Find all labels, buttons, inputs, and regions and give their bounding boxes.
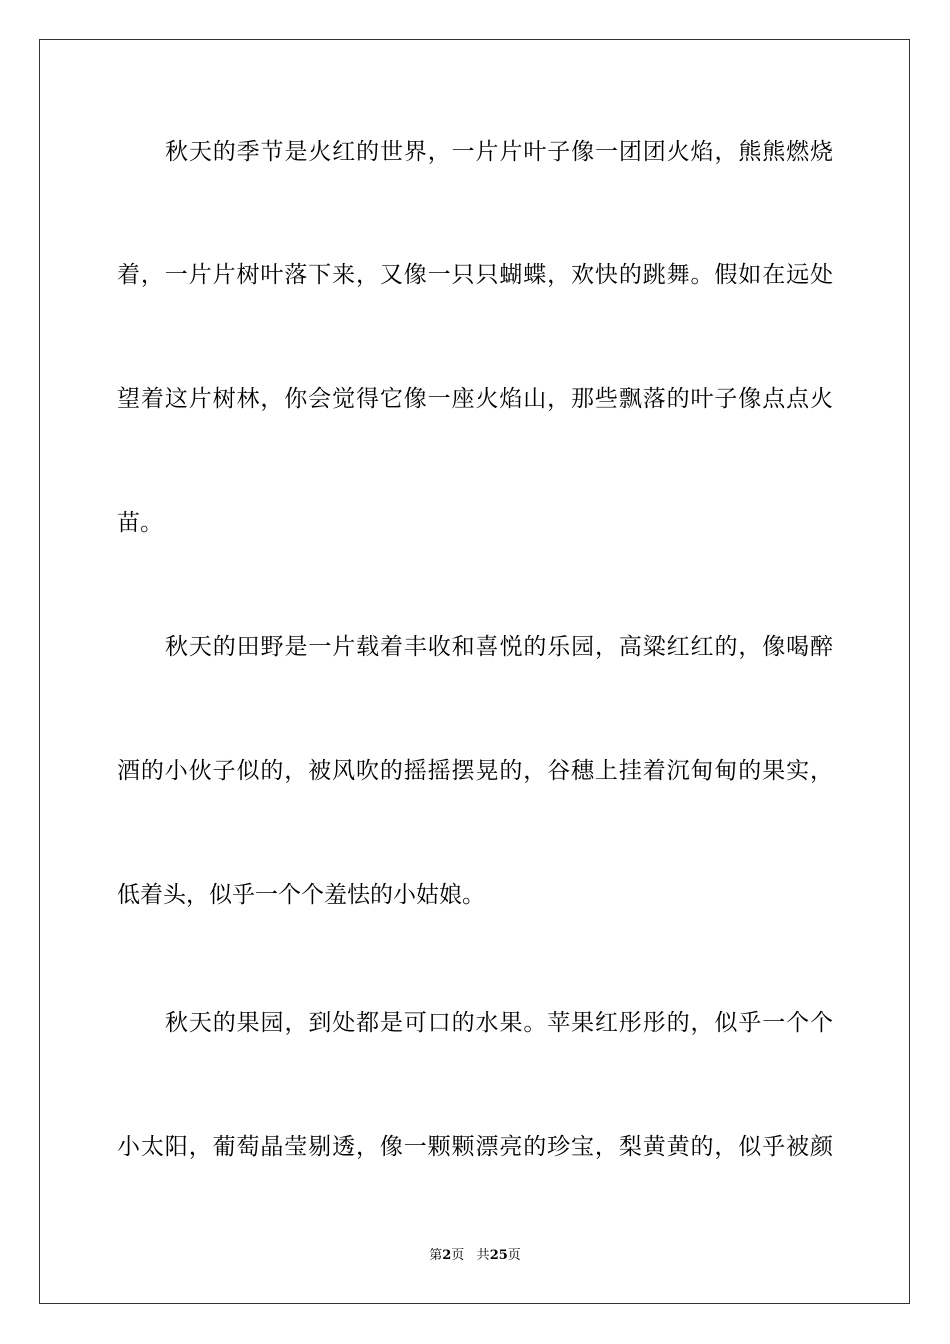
page-border — [39, 39, 910, 1304]
page-footer — [0, 1247, 950, 1265]
paragraph-2-line-3: 低着头，似乎一个个羞怯的小姑娘。 — [117, 882, 485, 908]
current-page-number: 2 — [442, 1248, 452, 1263]
paragraph-1-line-4: 苗。 — [117, 510, 163, 536]
paragraph-2-line-2: 酒的小伙子似的，被风吹的摇摇摆晃的，谷穗上挂着沉甸甸的果实， — [117, 758, 833, 784]
paragraph-1-line-3: 望着这片树林，你会觉得它像一座火焰山，那些飘落的叶子像点点火 — [117, 386, 833, 412]
footer-total-suffix: 页 — [507, 1248, 521, 1263]
footer-prefix: 第 — [429, 1248, 443, 1263]
paragraph-1-line-2: 着，一片片树叶落下来，又像一只只蝴蝶，欢快的跳舞。假如在远处 — [117, 262, 833, 288]
total-page-count: 25 — [489, 1248, 508, 1263]
paragraph-2-line-1: 秋天的田野是一片载着丰收和喜悦的乐园，高粱红红的，像喝醉 — [165, 634, 833, 660]
paragraph-1-line-1: 秋天的季节是火红的世界，一片片叶子像一团团火焰，熊熊燃烧 — [165, 139, 833, 165]
footer-total-prefix: 共 — [476, 1248, 490, 1263]
paragraph-3-line-1: 秋天的果园，到处都是可口的水果。苹果红彤彤的，似乎一个个 — [165, 1010, 833, 1036]
footer-page-suffix: 页 — [451, 1248, 465, 1263]
paragraph-3-line-2: 小太阳，葡萄晶莹剔透，像一颗颗漂亮的珍宝，梨黄黄的，似乎被颜 — [117, 1134, 833, 1160]
